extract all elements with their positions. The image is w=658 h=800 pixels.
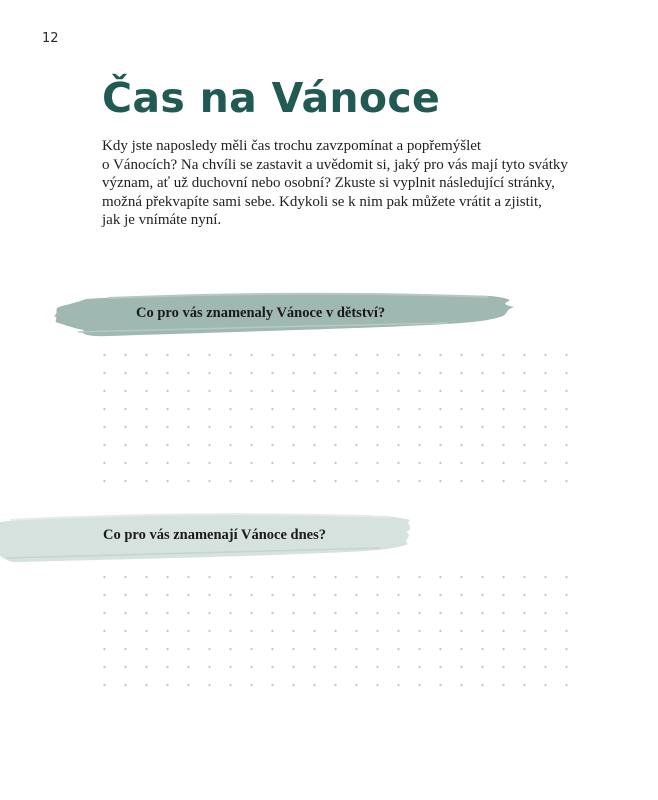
intro-line: jak je vnímáte nyní. bbox=[102, 212, 222, 229]
intro-line: význam, ať už duchovní nebo osobní? Zkuste si vyplnit následující stránky, bbox=[102, 175, 555, 192]
intro-paragraph bbox=[102, 137, 572, 230]
intro-line: Kdy jste naposledy měli čas trochu zavzpomínat a popřemýšlet bbox=[102, 138, 482, 154]
intro-line: možná překvapíte sami sebe. Kdykoli se k nim pak můžete vrátit a zjistit, bbox=[102, 193, 542, 210]
dot-grid-1[interactable] bbox=[94, 346, 584, 490]
page-number: 12 bbox=[42, 31, 59, 46]
page-title: Čas na Vánoce bbox=[102, 74, 441, 122]
intro-line: o Vánocích? Na chvíli se zastavit a uvědomit si, jaký pro vás mají tyto svátky bbox=[102, 156, 568, 173]
question-2: Co pro vás znamenají Vánoce dnes? bbox=[103, 527, 327, 543]
dot-grid-2[interactable] bbox=[94, 568, 584, 694]
question-1: Co pro vás znamenaly Vánoce v dětství? bbox=[136, 305, 386, 321]
